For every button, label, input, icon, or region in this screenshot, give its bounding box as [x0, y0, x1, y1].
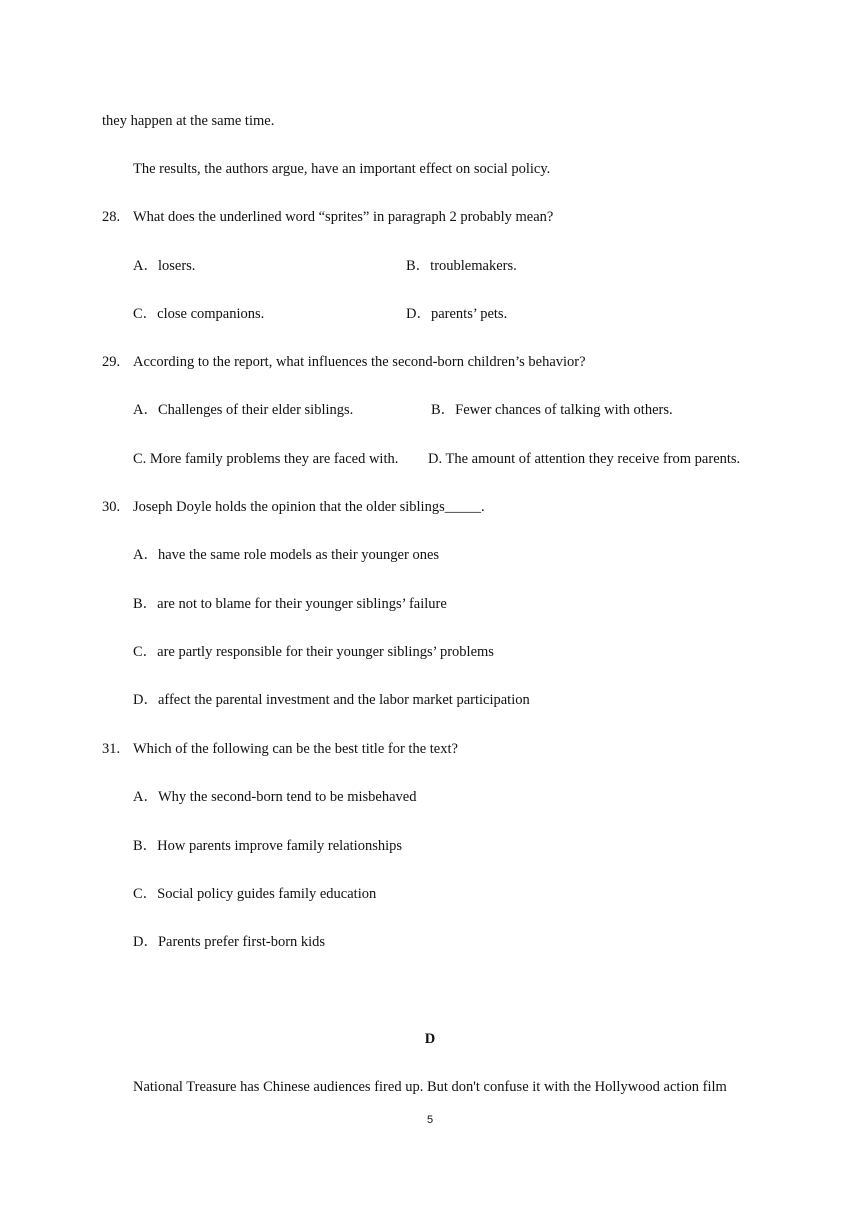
option-b: B．How parents improve family relationships: [133, 838, 403, 854]
results-paragraph: The results, the authors argue, have an important effect on social policy.: [133, 161, 551, 177]
section-heading: D: [424, 1031, 436, 1047]
question-text: Which of the following can be the best title for the text?: [133, 741, 458, 757]
question-number: 28.: [102, 209, 121, 225]
option-c: C. More family problems they are faced with.: [133, 451, 399, 467]
option-c: C．close companions.: [133, 306, 265, 322]
question-number: 30.: [102, 499, 121, 515]
option-a: A．have the same role models as their younger ones: [133, 547, 440, 563]
option-b: B．Fewer chances of talking with others.: [431, 402, 673, 418]
option-a: A．Why the second-born tend to be misbehaved: [133, 789, 417, 805]
page-number: 5: [426, 1114, 434, 1126]
option-c: C．are partly responsible for their younger siblings’ problems: [133, 644, 494, 660]
option-d: D．parents’ pets.: [406, 306, 508, 322]
passage-continuation: they happen at the same time.: [102, 113, 275, 129]
option-c: C．Social policy guides family education: [133, 886, 377, 902]
option-b: B．troublemakers.: [406, 258, 517, 274]
option-b: B．are not to blame for their younger siblings’ failure: [133, 596, 447, 612]
option-a: A．Challenges of their elder siblings.: [133, 402, 354, 418]
question-number: 29.: [102, 354, 121, 370]
option-a: A．losers.: [133, 258, 196, 274]
question-text: Joseph Doyle holds the opinion that the older siblings_____.: [133, 499, 485, 515]
option-d: D．affect the parental investment and the labor market participation: [133, 692, 530, 708]
option-d: D．Parents prefer first-born kids: [133, 934, 326, 950]
question-text: According to the report, what influences the second-born children’s behavior?: [133, 354, 586, 370]
section-first-line: National Treasure has Chinese audiences fired up. But don't confuse it with the Hollywood action film: [133, 1079, 727, 1095]
question-number: 31.: [102, 741, 121, 757]
question-text: What does the underlined word “sprites” in paragraph 2 probably mean?: [133, 209, 554, 225]
option-d: D. The amount of attention they receive from parents.: [428, 451, 741, 467]
